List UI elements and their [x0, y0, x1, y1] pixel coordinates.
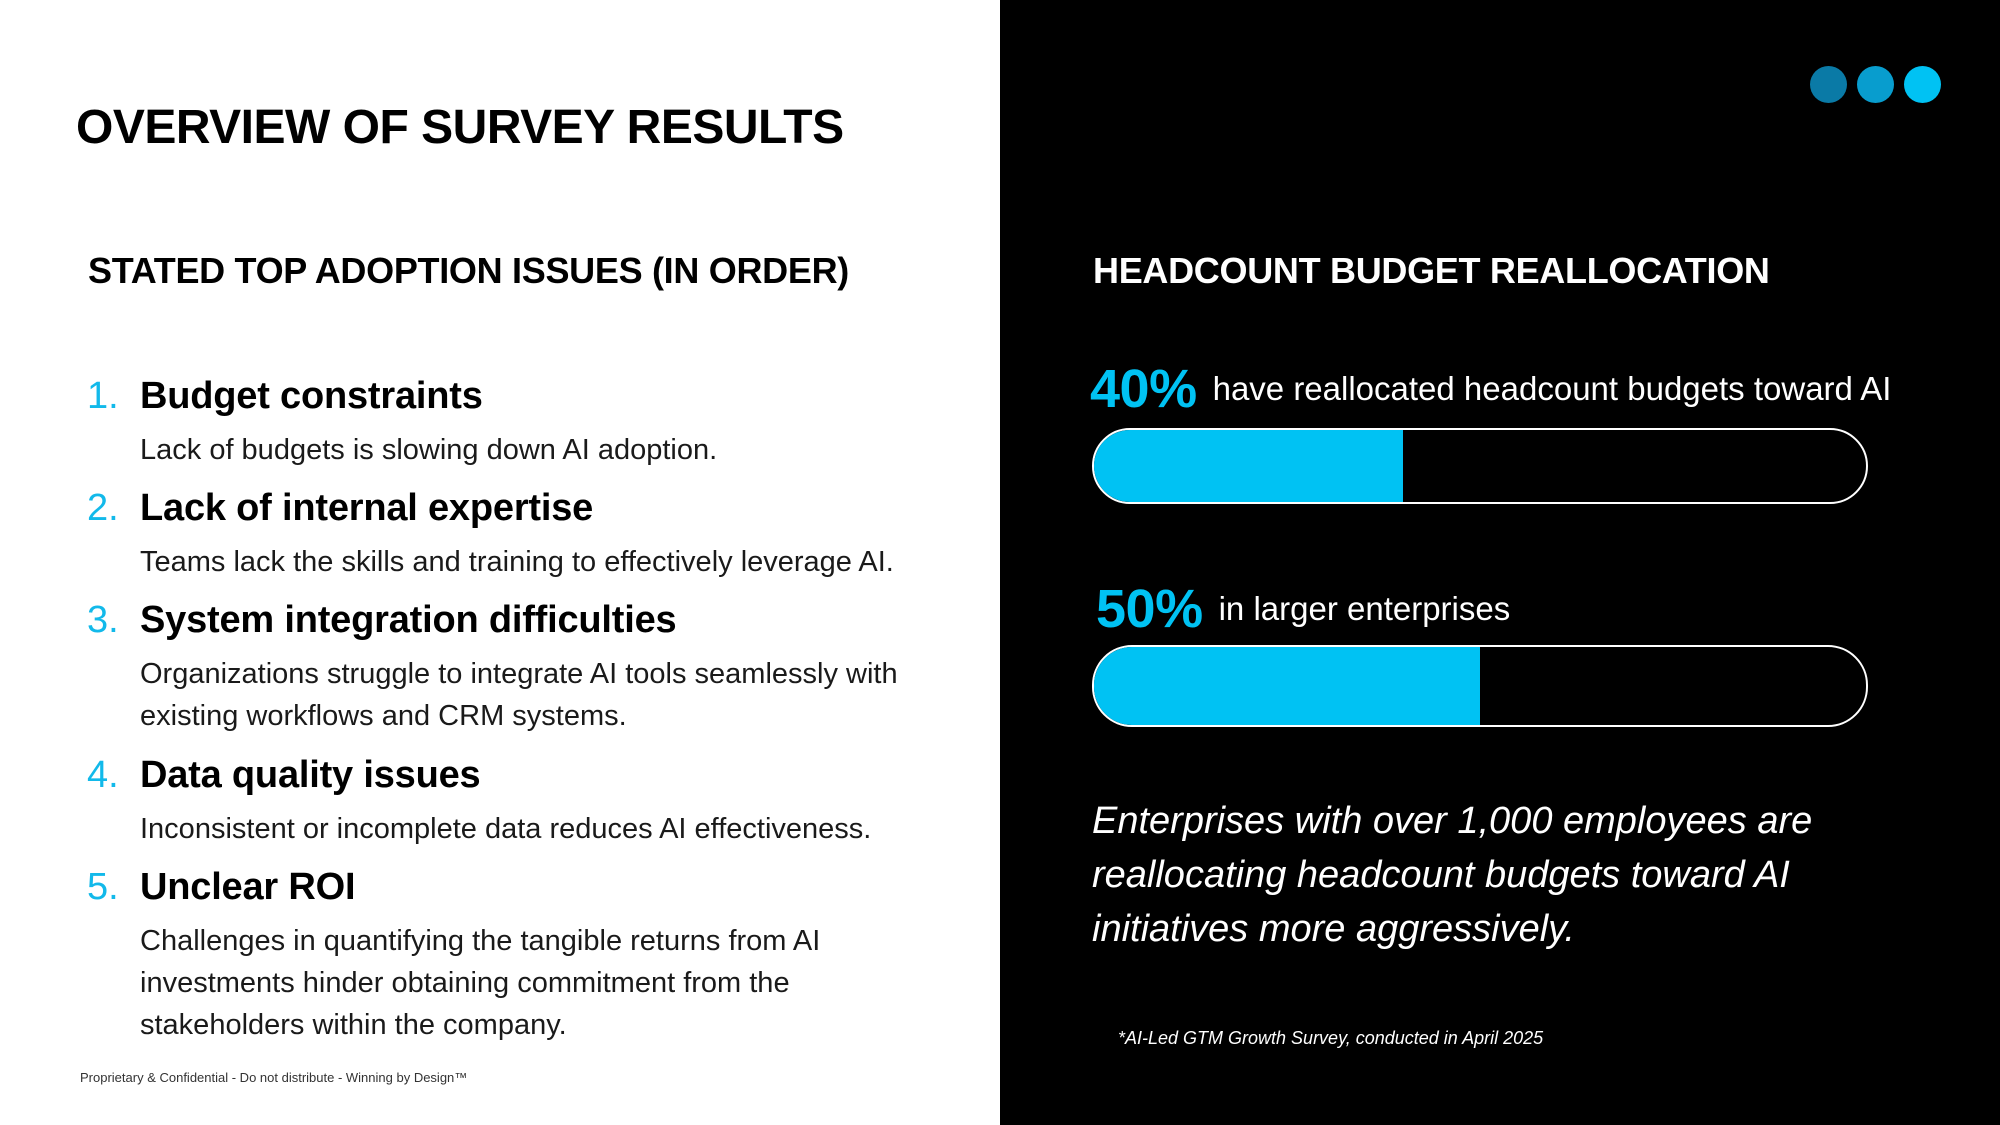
survey-source: *AI-Led GTM Growth Survey, conducted in April 2025: [1118, 1028, 1544, 1048]
page-title: OVERVIEW OF SURVEY RESULTS: [76, 101, 844, 154]
stat-enterprise: [1096, 578, 1510, 640]
dot-icon: [1810, 66, 1847, 103]
issue-number: 5.: [87, 866, 119, 908]
dot-icon: [1857, 66, 1894, 103]
progress-bar-fill: [1094, 430, 1403, 502]
issue-description: Teams lack the skills and training to effectively leverage AI.: [140, 546, 894, 578]
confidentiality-footer: Proprietary & Confidential - Do not distribute - Winning by Design™: [80, 1070, 468, 1085]
issue-title: Unclear ROI: [140, 866, 356, 908]
adoption-issues-heading: STATED TOP ADOPTION ISSUES (IN ORDER): [88, 250, 849, 291]
issue-description: Inconsistent or incomplete data reduces AI effectiveness.: [140, 813, 872, 845]
issue-number: 1.: [87, 375, 119, 417]
issue-description: Challenges in quantifying the tangible returns from AI investments hinder obtaining commitment from the stakeholders within the company.: [140, 925, 821, 1041]
issue-number: 2.: [87, 487, 119, 529]
issue-title: Budget constraints: [140, 375, 483, 417]
stat-label: have reallocated headcount budgets toward AI: [1212, 370, 1892, 407]
stat-value: 50%: [1096, 579, 1203, 639]
dot-icon: [1904, 66, 1941, 103]
progress-bar-enterprise: [1092, 645, 1868, 727]
stat-value: 40%: [1090, 359, 1197, 419]
issue-description: Lack of budgets is slowing down AI adoption.: [140, 434, 718, 466]
issue-description: Organizations struggle to integrate AI tools seamlessly with existing workflows and CRM systems.: [140, 658, 898, 732]
right-panel: [1000, 0, 2000, 1125]
progress-bar-overall: [1092, 428, 1868, 504]
issue-number: 4.: [87, 754, 119, 796]
issue-title: Lack of internal expertise: [140, 487, 594, 529]
headcount-heading: HEADCOUNT BUDGET REALLOCATION: [1093, 250, 1770, 291]
issue-title: Data quality issues: [140, 754, 481, 796]
issue-title: System integration difficulties: [140, 599, 677, 641]
stat-overall: [1090, 358, 1891, 420]
issue-number: 3.: [87, 599, 119, 641]
enterprise-note: Enterprises with over 1,000 employees are reallocating headcount budgets toward AI initiatives more aggressively.: [1092, 800, 1813, 950]
stat-label: in larger enterprises: [1218, 590, 1511, 627]
progress-bar-fill: [1094, 647, 1480, 725]
